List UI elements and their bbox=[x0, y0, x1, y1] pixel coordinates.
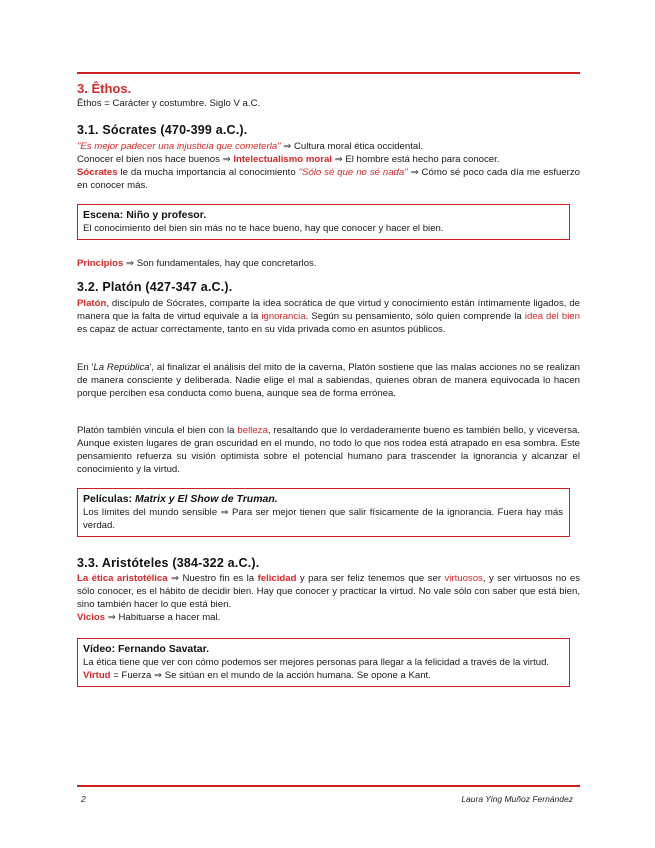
platon-paragraph-1: Platón, discípulo de Sócrates, comparte la idea socrática de que virtud y conocimiento están íntimamente ligados, de manera que la falta de virtud equivale a la ignorancia. Según su pensamiento, sólo quien comprende la idea del bien es capaz de actuar correctamente, tanto en su vida privada como en asuntos públicos. bbox=[77, 298, 581, 335]
socrates-paragraph: "Es mejor padecer una injusticia que cometerla" ⇒ Cultura moral ética occidental. Conocer el bien nos hace buenos ⇒ Intelectualismo moral ⇒ El hombre está hecho para conocer. Sócrates le da mucha importancia al conocimiento "Sólo sé que no sé nada" ⇒ Cómo sé poco cada día me esfuerzo en conocer más. bbox=[77, 141, 580, 191]
section-title: 3. Êthos. bbox=[77, 81, 132, 96]
aristoteles-paragraph: La ética aristotélica ⇒ Nuestro fin es la felicidad y para ser feliz tenemos que ser virtuosos, y ser virtuosos no es sólo conocer, es el hábito de decidir bien. Hay que conocer y practicar la virtud. No vale sólo con saber que está bien, sino también hacer lo que está bien. Vicios ⇒ Habituarse a hacer mal. bbox=[77, 573, 581, 623]
platon-heading: 3.2. Platón (427-347 a.C.). bbox=[77, 280, 233, 294]
bottom-divider bbox=[77, 785, 580, 787]
principios-line: Principios ⇒ Son fundamentales, hay que concretarlos. bbox=[77, 258, 317, 269]
platon-paragraph-2: En 'La República', al finalizar el análisis del mito de la caverna, Platón sostiene que las malas acciones no se realizan de manera consciente y deliberada. Nadie elige el mal a sabiendas, quienes obran de manera equivocada lo hacen porque perciben esa conducta como buena, aunque sea de forma errónea. bbox=[77, 362, 580, 399]
aristoteles-heading: 3.3. Aristóteles (384-322 a.C.). bbox=[77, 556, 260, 570]
movies-box bbox=[77, 488, 570, 537]
page-number: 2 bbox=[81, 794, 86, 804]
video-box bbox=[77, 638, 570, 687]
platon-paragraph-3: Platón también vincula el bien con la belleza, resaltando que lo verdaderamente bueno es también bello, y viceversa. Aunque existen lugares de gran oscuridad en el mundo, no todo lo que nos rodea está atrapado en esa sombra. Este pensamiento refuerza su visión optimista sobre el potencial humano para trascender la ignorancia y alcanzar el conocimiento y la virtud. bbox=[77, 425, 580, 475]
footer-author: Laura Ying Muñoz Fernández bbox=[461, 794, 573, 804]
scene-box bbox=[77, 204, 570, 240]
ethos-definition: Êthos = Carácter y costumbre. Siglo V a.C. bbox=[77, 98, 261, 109]
video-box-title: Vídeo: Fernando Savatar. bbox=[83, 643, 210, 655]
movies-box-title: Películas: Matrix y El Show de Truman. bbox=[83, 493, 278, 505]
video-box-text: La ética tiene que ver con cómo podemos ser mejores personas para llegar a la felicidad a través de la virtud. bbox=[83, 657, 550, 668]
socrates-heading: 3.1. Sócrates (470-399 a.C.). bbox=[77, 123, 248, 137]
movies-box-text: Los límites del mundo sensible ⇒ Para ser mejor tienen que salir físicamente de la ignorancia. Fuera hay más verdad. bbox=[83, 507, 563, 531]
scene-box-title: Escena: Niño y profesor. bbox=[83, 209, 207, 221]
scene-box-text: El conocimiento del bien sin más no te hace bueno, hay que conocer y hacer el bien. bbox=[83, 223, 444, 234]
video-box-virtud: Virtud = Fuerza ⇒ Se sitúan en el mundo de la acción humana. Se opone a Kant. bbox=[83, 670, 431, 681]
top-divider bbox=[77, 72, 580, 74]
